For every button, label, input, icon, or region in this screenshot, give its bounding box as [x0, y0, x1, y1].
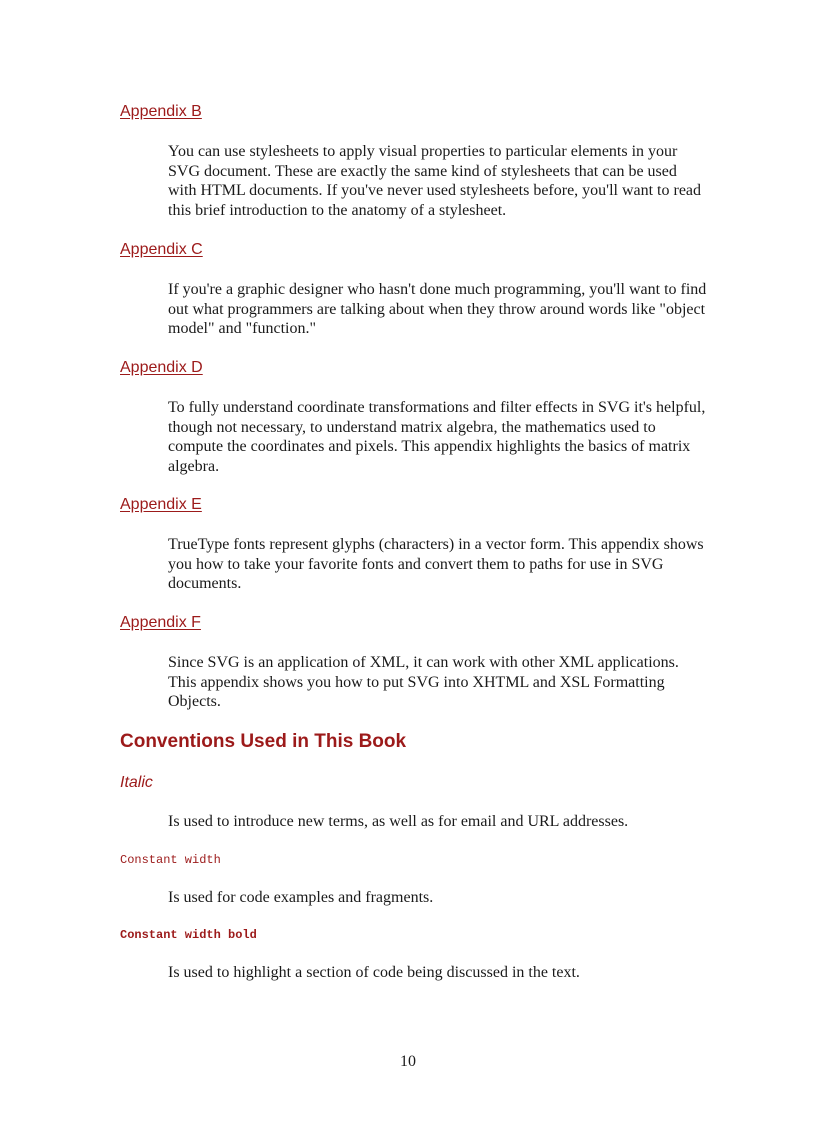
page-number: 10 — [400, 1053, 416, 1070]
convention-italic-description: Is used to introduce new terms, as well as for email and URL addresses. — [168, 813, 629, 830]
appendix-d-link[interactable]: Appendix D — [120, 359, 203, 376]
appendix-e-link[interactable]: Appendix E — [120, 496, 202, 513]
appendix-f-link[interactable]: Appendix F — [120, 614, 201, 631]
appendix-b-description: You can use stylesheets to apply visual properties to particular elements in your SVG document. These are exactly the same kind of stylesheets that can be used with HTML documents. If you've never used stylesheets before, you'll want to read this brief introduction to the anatomy of a stylesheet. — [168, 143, 702, 219]
appendix-f-description: Since SVG is an application of XML, it can work with other XML applications. This appendix shows you how to put SVG into XHTML and XSL Formatting Objects. — [168, 654, 679, 710]
appendix-d-description: To fully understand coordinate transformations and filter effects in SVG it's helpful, though not necessary, to understand matrix algebra, the mathematics used to compute the coordinates and pixels. This appendix highlights the basics of matrix algebra. — [168, 399, 706, 475]
convention-term-italic: Italic — [120, 774, 153, 791]
appendix-b-link[interactable]: Appendix B — [120, 103, 202, 120]
convention-term-constant-width-bold: Constant width bold — [120, 928, 257, 942]
appendix-c-link[interactable]: Appendix C — [120, 241, 203, 258]
conventions-heading: Conventions Used in This Book — [120, 731, 407, 752]
appendix-e-description: TrueType fonts represent glyphs (characters) in a vector form. This appendix shows you how to take your favorite fonts and convert them to paths for use in SVG documents. — [168, 536, 704, 592]
convention-term-constant-width: Constant width — [120, 853, 221, 867]
convention-constant-width-bold-description: Is used to highlight a section of code being discussed in the text. — [168, 964, 580, 981]
appendix-c-description: If you're a graphic designer who hasn't done much programming, you'll want to find out what programmers are talking about when they throw around words like "object model" and "function." — [168, 281, 707, 337]
convention-constant-width-description: Is used for code examples and fragments. — [168, 889, 434, 906]
